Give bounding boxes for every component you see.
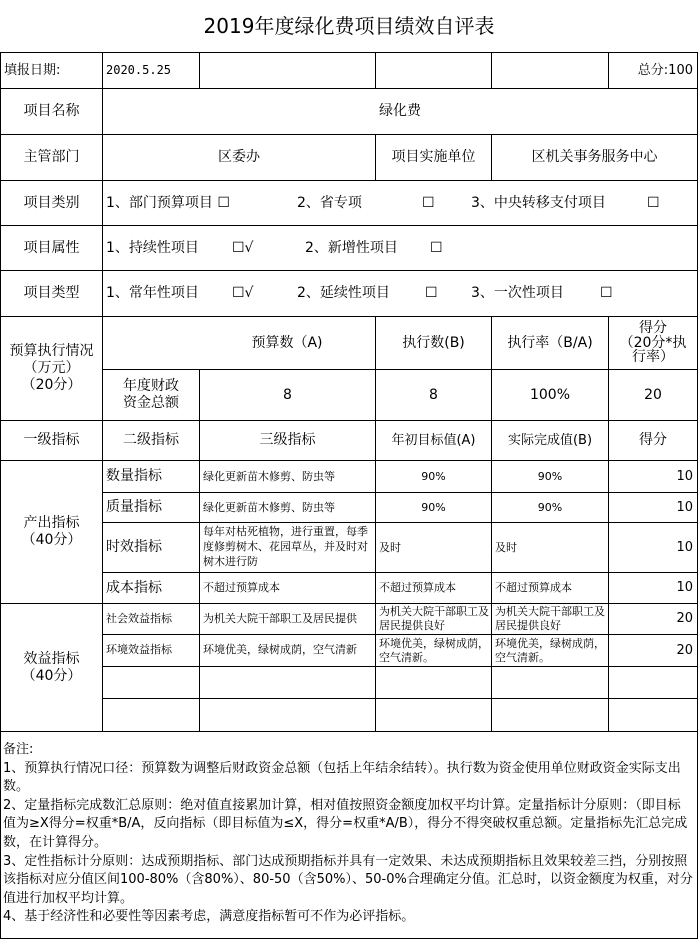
output-row-1-score: 10: [676, 468, 693, 484]
category-option-1: 1、部门预算项目 ☐: [106, 194, 230, 211]
note-item-4: 4、基于经济性和必要性等因素考虑，满意度指标暂可不作为必评指标。: [3, 909, 415, 925]
benefit-row-2-level3: 环境优美，绿树成荫，空气清新: [203, 643, 357, 656]
grid-line: [199, 52, 200, 88]
type-option-2: 2、延续性项目: [297, 285, 390, 302]
notes-heading: 备注:: [3, 742, 34, 757]
budget-col-exec: 执行数(B): [402, 334, 465, 351]
output-label-line-1: 产出指标: [23, 515, 80, 532]
output-row-4-level2: 成本指标: [106, 579, 162, 596]
benefit-row-2-actual: 环境优美，绿树成荫，空气清新。: [495, 636, 605, 664]
type-option-3-checkbox: ☐: [600, 285, 613, 302]
output-row-2-score: 10: [676, 499, 693, 515]
budget-col-score-line-1: 得分: [639, 319, 667, 336]
output-row-2-actual: 90%: [537, 500, 563, 514]
benefit-row-1-actual: 为机关大院干部职工及居民提供良好: [495, 605, 605, 632]
output-row-3-actual: 及时: [495, 540, 517, 554]
benefit-label-line-1: 效益指标: [23, 650, 80, 667]
type-option-2-checkbox: ☐: [425, 285, 438, 302]
category-option-3: 3、中央转移支付项目: [471, 194, 606, 211]
benefit-row-2-score: 20: [676, 642, 693, 658]
grid-line: [0, 731, 698, 732]
output-row-1-level2: 数量指标: [106, 468, 162, 485]
page-title: 2019年度绿化费项目绩效自评表: [203, 14, 495, 38]
output-label: [1, 461, 102, 603]
dept-value: 区委办: [218, 149, 260, 166]
benefit-row-1-target: 为机关大院干部职工及居民提供良好: [379, 605, 489, 632]
attribute-option-2-checkbox: ☐: [430, 239, 443, 256]
total-score-label: 总分:: [637, 62, 669, 78]
budget-label-line-1: 预算执行情况: [9, 343, 94, 360]
budget-value: 8: [283, 386, 292, 403]
output-row-2-level2: 质量指标: [106, 499, 162, 516]
grid-line: [375, 52, 376, 88]
rate-value: 100%: [529, 386, 571, 403]
budget-score-value: 20: [644, 386, 662, 403]
output-row-4-level3: 不超过预算成本: [203, 581, 280, 595]
type-label: 项目类型: [23, 285, 80, 302]
output-row-4-actual: 不超过预算成本: [495, 581, 572, 595]
header-level3: 三级指标: [259, 432, 316, 449]
budget-col-rate: 执行率（B/A): [507, 334, 593, 351]
output-row-1-target: 90%: [421, 469, 446, 483]
note-item-2: 2、定量指标完成数汇总原则：绝对值直接累加计算，相对值按照资金额度加权平均计算。定量指标计分原则：（即目标值为≥X得分=权重*B/A，反向指标（即目标值为≤X，得分=权重*A/B），得分不得突破权重总额。定量指标先汇总完成数，在计算得分。: [3, 797, 688, 850]
budget-row-label: [103, 370, 199, 420]
category-option-2-checkbox: ☐: [422, 194, 435, 211]
output-row-2-level3: 绿化更新苗木修剪、防虫等: [203, 500, 335, 514]
exec-value: 8: [429, 386, 438, 403]
benefit-row-2-level2: 环境效益指标: [106, 643, 172, 656]
notes: [3, 741, 693, 927]
budget-col-score-line-2: （20分*执: [619, 334, 687, 351]
benefit-row-1-score: 20: [676, 611, 693, 627]
output-row-3-level3: 每年对枯死植物，进行重置，每季度修剪树木、花园草丛，并及时对树木进行防: [203, 525, 368, 568]
attribute-option-1: 1、持续性项目: [106, 239, 199, 256]
note-item-3: 3、定性指标计分原则：达成预期指标、部门达成预期指标并具有一定效果、未达成预期指标且效果较差三挡，分别按照该指标对应分值区间100-80%（含80%）、80-50（含50%）、50-0%合理确定分值。汇总时，以资金额度为权重，对分值进行加权平均计算。: [3, 853, 693, 906]
attribute-option-1-checkbox: ☐√: [232, 239, 254, 256]
category-label: 项目类别: [23, 194, 80, 211]
budget-label-line-3: （20分）: [21, 376, 82, 393]
attribute-label: 项目属性: [23, 239, 80, 256]
total-score-value: 100: [668, 62, 693, 78]
type-option-3: 3、一次性项目: [471, 285, 564, 302]
benefit-label: [1, 604, 102, 731]
benefit-row-1-level3: 为机关大院干部职工及居民提供: [203, 612, 357, 626]
type-option-1: 1、常年性项目: [106, 285, 199, 302]
header-level1: 一级指标: [23, 432, 80, 449]
budget-col-score: [609, 317, 697, 369]
output-row-3-target: 及时: [379, 540, 401, 554]
budget-row-label-line-1: 年度财政: [123, 378, 179, 395]
exec-unit-label: 项目实施单位: [391, 149, 476, 166]
note-item-1: 1、预算执行情况口径：预算数为调整后财政资金总额（包括上年结余结转）。执行数为资金使用单位财政资金实际支出数。: [3, 760, 681, 795]
budget-col-score-line-3: 行率）: [632, 349, 674, 366]
category-option-2: 2、省专项: [297, 194, 362, 211]
type-option-1-checkbox: ☐√: [232, 285, 254, 302]
header-target: 年初目标值(A): [391, 432, 476, 448]
attribute-option-2: 2、新增性项目: [305, 239, 398, 256]
output-row-3-score: 10: [676, 539, 693, 555]
total-score: [609, 53, 697, 88]
benefit-row-1-level2: 社会效益指标: [106, 612, 172, 626]
output-row-4-score: 10: [676, 580, 693, 596]
output-row-4-target: 不超过预算成本: [379, 581, 456, 595]
output-label-line-2: （40分）: [21, 532, 82, 548]
header-actual: 实际完成值(B): [507, 432, 593, 448]
budget-col-budget: 预算数（A): [251, 334, 323, 351]
benefit-label-line-2: （40分）: [21, 667, 82, 684]
project-name-label: 项目名称: [23, 103, 80, 120]
output-row-2-target: 90%: [421, 500, 446, 514]
benefit-row-2-target: 环境优美，绿树成荫，空气清新。: [379, 636, 489, 664]
budget-label-line-2: （万元）: [23, 360, 80, 377]
output-row-1-actual: 90%: [537, 469, 563, 483]
budget-label: [1, 317, 102, 420]
header-level2: 二级指标: [123, 432, 179, 449]
exec-unit-value: 区机关事务服务中心: [531, 149, 658, 166]
fill-date-value: 2020.5.25: [106, 63, 172, 78]
dept-label: 主管部门: [23, 149, 80, 166]
project-name-value: 绿化费: [379, 103, 421, 120]
category-option-3-checkbox: ☐: [647, 194, 660, 211]
budget-row-label-line-2: 资金总额: [123, 395, 179, 411]
output-row-3-level2: 时效指标: [106, 539, 162, 556]
header-score: 得分: [639, 432, 667, 449]
grid-line: [491, 52, 492, 88]
output-row-1-level3: 绿化更新苗木修剪、防虫等: [203, 469, 335, 483]
fill-date-label: 填报日期:: [4, 62, 61, 78]
